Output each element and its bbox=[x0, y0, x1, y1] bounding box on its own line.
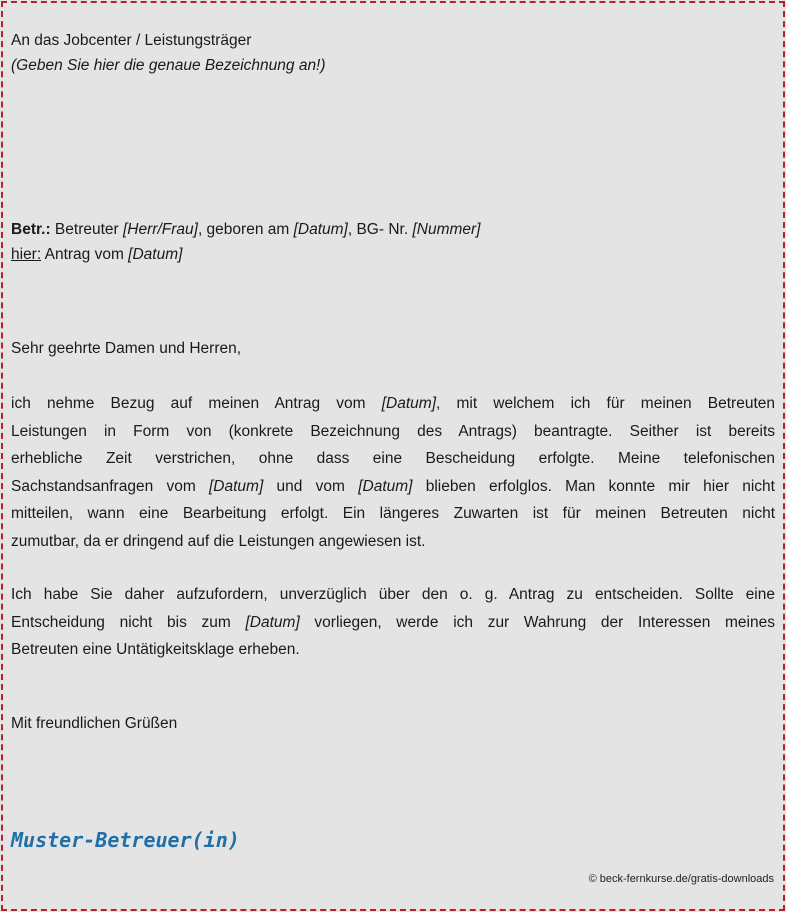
recipient-block bbox=[11, 27, 775, 79]
subject-line bbox=[11, 216, 775, 244]
closing: Mit freundlichen Grüßen bbox=[11, 715, 178, 732]
text-segment: Antrag vom bbox=[41, 245, 129, 263]
placeholder-text: [Datum] bbox=[293, 221, 348, 238]
text-line bbox=[11, 473, 775, 501]
subject-block bbox=[11, 216, 775, 268]
betr-label: Betr.: bbox=[11, 221, 51, 238]
paragraph-1 bbox=[11, 390, 775, 556]
signature: Muster-Betreuer(in) bbox=[11, 828, 240, 852]
recipient-hint: (Geben Sie hier die genaue Bezeichnung an!) bbox=[11, 56, 326, 74]
placeholder-text: [Datum] bbox=[128, 245, 183, 263]
placeholder-text: [Datum] bbox=[209, 477, 264, 495]
placeholder-text: [Datum] bbox=[358, 477, 413, 495]
text-line bbox=[11, 581, 775, 609]
text-line bbox=[11, 390, 775, 418]
placeholder-text: [Datum] bbox=[245, 613, 300, 631]
text-segment: Ich habe Sie daher aufzufordern, unverzüglich über den o. g. Antrag zu entscheiden. Sollte eine bbox=[11, 586, 775, 603]
text-segment: mitteilen, wann eine Bearbeitung erfolgt. Ein längeres Zuwarten ist für meinen Betreuten nicht bbox=[11, 505, 775, 523]
text-line bbox=[11, 636, 775, 664]
copyright-footer: © beck-fernkurse.de/gratis-downloads bbox=[588, 873, 774, 885]
text-segment: Betreuter bbox=[50, 221, 123, 238]
hier-line bbox=[11, 241, 775, 269]
placeholder-text: [Herr/Frau] bbox=[123, 221, 198, 238]
paragraph-2 bbox=[11, 581, 775, 664]
text-segment: Sachstandsanfragen vom bbox=[11, 477, 209, 495]
text-line bbox=[11, 418, 775, 446]
placeholder-text: [Datum] bbox=[381, 395, 436, 412]
text-segment: Entscheidung nicht bis zum bbox=[11, 613, 246, 631]
text-segment: blieben erfolglos. Man konnte mir hier nicht bbox=[412, 477, 775, 495]
text-segment: , geboren am bbox=[197, 221, 294, 238]
text-segment: erhebliche Zeit verstrichen, ohne dass eine Bescheidung erfolgte. Meine telefonischen bbox=[11, 450, 775, 468]
text-segment: und vom bbox=[263, 477, 359, 495]
salutation: Sehr geehrte Damen und Herren, bbox=[11, 340, 242, 357]
text-line bbox=[11, 500, 775, 528]
text-segment: zumutbar, da er dringend auf die Leistungen angewiesen ist. bbox=[11, 532, 426, 550]
text-segment: Betreuten eine Untätigkeitsklage erheben. bbox=[11, 641, 300, 659]
text-line bbox=[11, 528, 775, 556]
recipient-line: An das Jobcenter / Leistungsträger bbox=[11, 32, 252, 49]
text-segment: , mit welchem ich für meinen Betreuten bbox=[436, 395, 775, 412]
hier-label: hier: bbox=[11, 245, 42, 263]
text-segment: ich nehme Bezug auf meinen Antrag vom bbox=[11, 395, 382, 412]
text-segment: , BG- Nr. bbox=[347, 221, 413, 238]
text-segment: Leistungen in Form von (konkrete Bezeichnung des Antrags) beantragte. Seither ist bereits bbox=[11, 422, 775, 440]
text-line bbox=[11, 445, 775, 473]
placeholder-text: [Nummer] bbox=[412, 221, 481, 238]
text-segment: vorliegen, werde ich zur Wahrung der Interessen meines bbox=[299, 613, 775, 631]
text-line bbox=[11, 609, 775, 637]
